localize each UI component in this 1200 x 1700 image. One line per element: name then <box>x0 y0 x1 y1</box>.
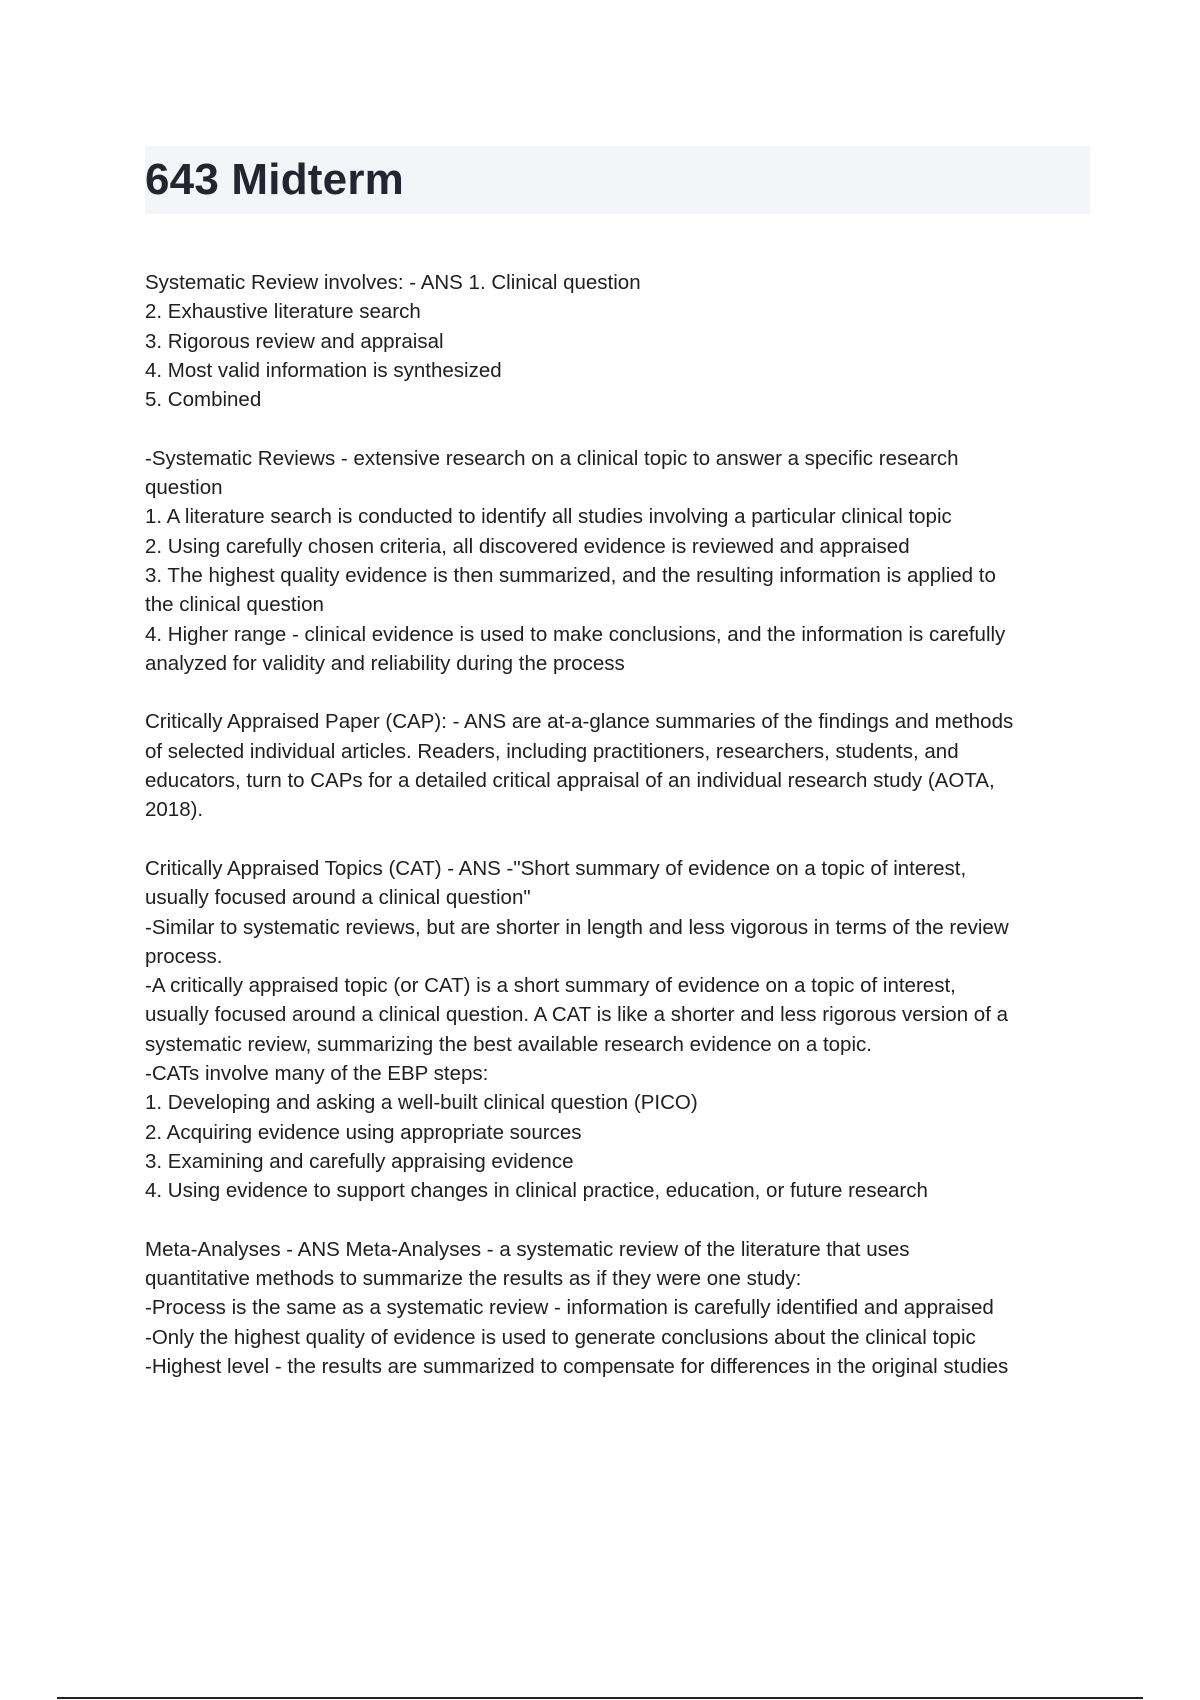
title-banner <box>145 146 1090 214</box>
footer-divider <box>57 1697 1143 1699</box>
text-line: quantitative methods to summarize the results as if they were one study: <box>145 1267 802 1291</box>
text-line: Systematic Review involves: - ANS 1. Clinical question <box>145 271 641 294</box>
text-line: of selected individual articles. Readers, including practitioners, researchers, students, and <box>145 739 959 763</box>
text-line: 3. Rigorous review and appraisal <box>145 329 444 353</box>
text-line: -Only the highest quality of evidence is used to generate conclusions about the clinical topic <box>145 1325 976 1349</box>
text-line: 2. Using carefully chosen criteria, all discovered evidence is reviewed and appraised <box>145 534 910 558</box>
text-line: educators, turn to CAPs for a detailed critical appraisal of an individual research study (AOTA, <box>145 769 995 793</box>
page-title: 643 Midterm <box>145 155 404 204</box>
text-line: 2. Acquiring evidence using appropriate sources <box>145 1120 582 1144</box>
text-line: systematic review, summarizing the best available research evidence on a topic. <box>145 1032 872 1056</box>
text-section <box>145 268 1095 414</box>
text-line: usually focused around a clinical question. A CAT is like a shorter and less rigorous version of a <box>145 1003 1008 1027</box>
text-section <box>145 1235 1095 1381</box>
text-line: 4. Using evidence to support changes in clinical practice, education, or future research <box>145 1179 928 1203</box>
text-line: -Highest level - the results are summarized to compensate for differences in the original studies <box>145 1354 1009 1378</box>
text-line: Meta-Analyses - ANS Meta-Analyses - a systematic review of the literature that uses <box>145 1237 910 1261</box>
text-section <box>145 444 1095 678</box>
text-section <box>145 707 1095 824</box>
document-body <box>145 268 1095 1411</box>
text-line: -Systematic Reviews - extensive research on a clinical topic to answer a specific research <box>145 446 959 470</box>
text-line: 3. The highest quality evidence is then summarized, and the resulting information is applied to <box>145 563 996 587</box>
text-line: the clinical question <box>145 593 324 617</box>
text-line: 1. A literature search is conducted to identify all studies involving a particular clinical topic <box>145 505 952 529</box>
text-line: -CATs involve many of the EBP steps: <box>145 1062 489 1086</box>
text-line: -A critically appraised topic (or CAT) is a short summary of evidence on a topic of interest, <box>145 974 956 998</box>
text-line: Critically Appraised Topics (CAT) - ANS -"Short summary of evidence on a topic of interest, <box>145 856 967 880</box>
text-line: 3. Examining and carefully appraising evidence <box>145 1149 574 1173</box>
text-section <box>145 854 1095 1206</box>
text-line: 5. Combined <box>145 388 262 412</box>
text-line: -Process is the same as a systematic review - information is carefully identified and appraised <box>145 1296 994 1320</box>
text-line: 2. Exhaustive literature search <box>145 300 421 324</box>
text-line: 4. Higher range - clinical evidence is used to make conclusions, and the information is carefully <box>145 622 1006 646</box>
text-line: 4. Most valid information is synthesized <box>145 358 502 382</box>
text-line: analyzed for validity and reliability during the process <box>145 651 625 675</box>
text-line: process. <box>145 944 223 968</box>
text-line: Critically Appraised Paper (CAP): - ANS are at-a-glance summaries of the findings and methods <box>145 710 1014 734</box>
text-line: question <box>145 476 223 500</box>
text-line: 1. Developing and asking a well-built clinical question (PICO) <box>145 1091 698 1115</box>
text-line: -Similar to systematic reviews, but are shorter in length and less vigorous in terms of the review <box>145 915 1009 939</box>
text-line: usually focused around a clinical question" <box>145 886 531 910</box>
text-line: 2018). <box>145 798 204 822</box>
